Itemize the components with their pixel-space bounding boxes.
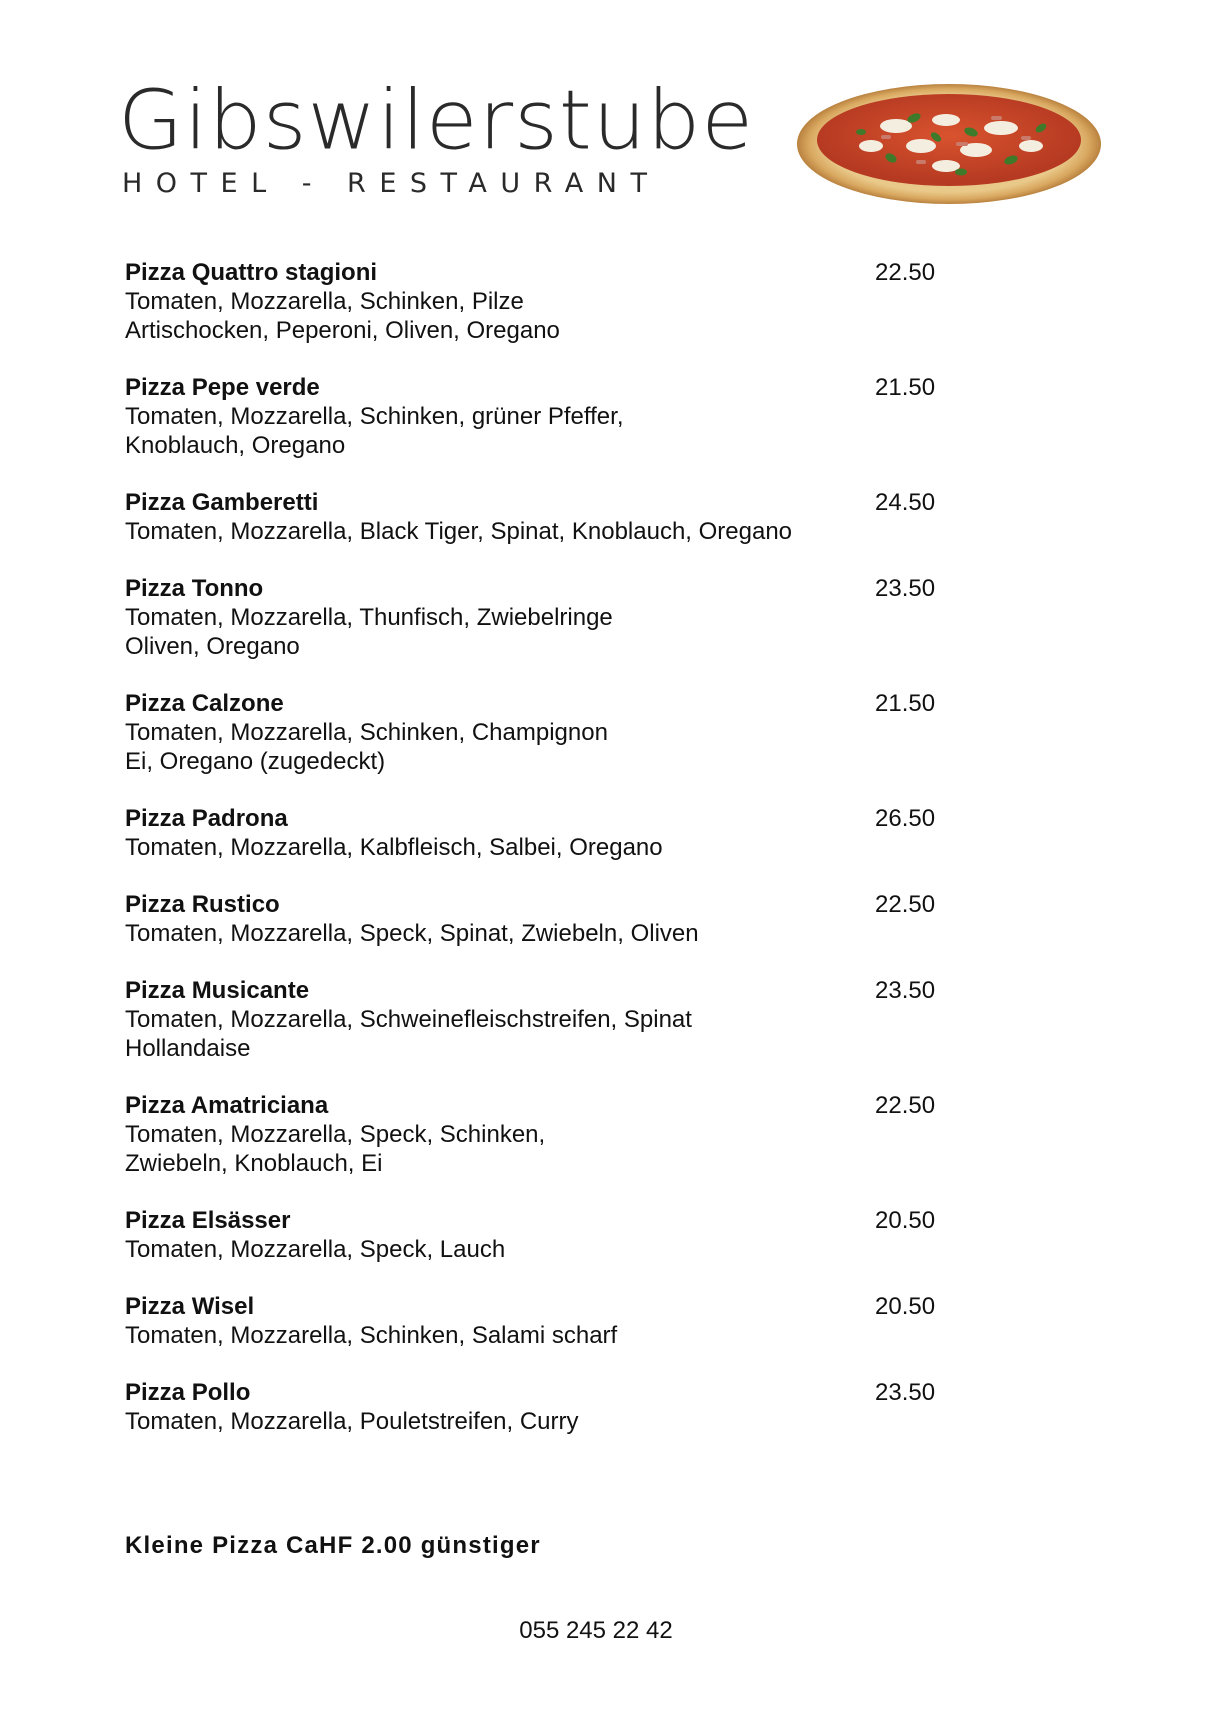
small-pizza-note: Kleine Pizza CaHF 2.00 günstiger xyxy=(125,1532,541,1559)
menu-item xyxy=(125,1378,965,1436)
menu-item xyxy=(125,488,965,546)
item-price: 24.50 xyxy=(875,489,936,516)
item-name: Pizza Wisel xyxy=(125,1293,255,1320)
menu-item xyxy=(125,574,965,661)
item-name: Pizza Elsässer xyxy=(125,1207,291,1234)
menu-item xyxy=(125,1091,965,1178)
logo-name: Gibswilerstube xyxy=(118,71,755,169)
menu-item xyxy=(125,373,965,460)
item-price: 21.50 xyxy=(875,690,936,717)
item-description: Tomaten, Mozzarella, Schinken, grüner Pfeffer, Knoblauch, Oregano xyxy=(125,403,624,459)
item-description: Tomaten, Mozzarella, Schweinefleischstreifen, Spinat Hollandaise xyxy=(125,1006,692,1062)
item-price: 26.50 xyxy=(875,805,936,832)
menu-item xyxy=(125,1206,965,1264)
item-price: 22.50 xyxy=(875,891,936,918)
menu-item xyxy=(125,689,965,776)
item-price: 23.50 xyxy=(875,1379,936,1406)
item-name: Pizza Quattro stagioni xyxy=(125,259,378,286)
menu-item xyxy=(125,804,965,862)
menu-item xyxy=(125,976,965,1063)
item-name: Pizza Padrona xyxy=(125,805,288,832)
item-name: Pizza Gamberetti xyxy=(125,489,319,516)
item-description: Tomaten, Mozzarella, Thunfisch, Zwiebelringe Oliven, Oregano xyxy=(125,604,613,660)
item-name: Pizza Calzone xyxy=(125,690,284,717)
item-description: Tomaten, Mozzarella, Speck, Lauch xyxy=(125,1236,506,1263)
logo-subtitle: HOTEL - RESTAURANT xyxy=(122,168,661,199)
item-name: Pizza Tonno xyxy=(125,575,264,602)
pizza-menu-list xyxy=(125,258,965,1464)
phone-number xyxy=(0,1617,1222,1645)
item-description: Tomaten, Mozzarella, Schinken, Champignon Ei, Oregano (zugedeckt) xyxy=(125,719,608,775)
menu-item xyxy=(125,1292,965,1350)
item-price: 23.50 xyxy=(875,977,936,1004)
menu-header xyxy=(0,0,1222,230)
item-description: Tomaten, Mozzarella, Speck, Schinken, Zwiebeln, Knoblauch, Ei xyxy=(125,1121,546,1177)
item-description: Tomaten, Mozzarella, Schinken, Pilze Artischocken, Peperoni, Oliven, Oregano xyxy=(125,288,560,344)
item-price: 22.50 xyxy=(875,259,936,286)
menu-item xyxy=(125,258,965,345)
pizza-photo xyxy=(796,80,1102,205)
item-name: Pizza Musicante xyxy=(125,977,310,1004)
item-description: Tomaten, Mozzarella, Speck, Spinat, Zwiebeln, Oliven xyxy=(125,920,699,947)
item-price: 20.50 xyxy=(875,1293,936,1320)
item-description: Tomaten, Mozzarella, Black Tiger, Spinat, Knoblauch, Oregano xyxy=(125,518,793,545)
item-name: Pizza Pollo xyxy=(125,1379,251,1406)
item-price: 21.50 xyxy=(875,374,936,401)
item-name: Pizza Rustico xyxy=(125,891,280,918)
item-description: Tomaten, Mozzarella, Kalbfleisch, Salbei, Oregano xyxy=(125,834,663,861)
item-name: Pizza Amatriciana xyxy=(125,1092,329,1119)
item-price: 20.50 xyxy=(875,1207,936,1234)
item-name: Pizza Pepe verde xyxy=(125,374,320,401)
phone-number-text: 055 245 22 42 xyxy=(519,1617,673,1644)
menu-item xyxy=(125,890,965,948)
item-description: Tomaten, Mozzarella, Pouletstreifen, Curry xyxy=(125,1408,579,1435)
item-price: 22.50 xyxy=(875,1092,936,1119)
item-price: 23.50 xyxy=(875,575,936,602)
item-description: Tomaten, Mozzarella, Schinken, Salami scharf xyxy=(125,1322,618,1349)
